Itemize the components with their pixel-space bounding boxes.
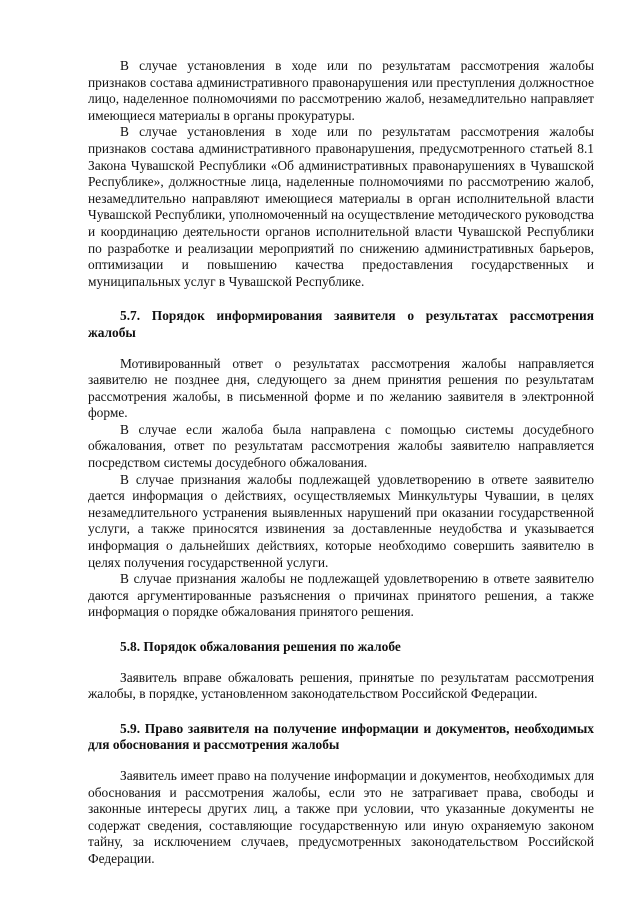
section-heading-5-7: 5.7. Порядок информирования заявителя о результатах рассмотрения жалобы <box>88 308 594 340</box>
paragraph: В случае установления в ходе или по результатам рассмотрения жалобы признаков состава административного правонарушения или преступления должностное лицо, наделенное полномочиями по рассмотрению жалоб, незамедлительно направляет имеющиеся материалы в органы прокуратуры. <box>88 58 594 123</box>
paragraph: В случае признания жалобы не подлежащей удовлетворению в ответе заявителю даются аргументированные разъяснения о причинах принятого решения, а также информация о порядке обжалования принятого решения. <box>88 571 594 620</box>
paragraph: В случае признания жалобы подлежащей удовлетворению в ответе заявителю дается информация о действиях, осуществляемых Минкультуры Чувашии, в целях незамедлительного устранения выявленных нарушений при оказании государственной услуги, а также приносятся извинения за доставленные неудобства и указывается информация о дальнейших действиях, которые необходимо совершить заявителю в целях получения государственной услуги. <box>88 471 594 570</box>
document-page <box>88 58 594 868</box>
paragraph: В случае если жалоба была направлена с помощью системы досудебного обжалования, ответ по результатам рассмотрения жалобы заявителю направляется посредством системы досудебного обжалования. <box>88 421 594 471</box>
paragraph: В случае установления в ходе или по результатам рассмотрения жалобы признаков состава административного правонарушения, предусмотренного статьей 8.1 Закона Чувашской Республики «Об административных правонарушениях в Чувашской Республике», должностные лица, наделенные полномочиями по рассмотрению жалоб, незамедлительно направляют имеющиеся материалы в орган исполнительной власти Чувашской Республики, уполномоченный на осуществление методического руководства и координацию деятельности органов исполнительной власти Чувашской Республики по разработке и реализации мероприятий по снижению административных барьеров, оптимизации и повышению качества предоставления государственных и муниципальных услуг в Чувашской Республике. <box>88 124 594 289</box>
paragraph: Мотивированный ответ о результатах рассмотрения жалобы направляется заявителю не позднее дня, следующего за днем принятия решения по результатам рассмотрения жалобы, в письменной форме и по желанию заявителя в электронной форме. <box>88 355 594 421</box>
paragraph: Заявитель имеет право на получение информации и документов, необходимых для обоснования и рассмотрения жалобы, если это не затрагивает права, свободы и законные интересы других лиц, а также при условии, что указанные документы не содержат сведения, составляющие государственную или иную охраняемую законом тайну, за исключением случаев, предусмотренных законодательством Российской Федерации. <box>88 767 594 866</box>
section-heading-5-9: 5.9. Право заявителя на получение информации и документов, необходимых для обоснования и рассмотрения жалобы <box>88 720 594 753</box>
section-heading-5-8: 5.8. Порядок обжалования решения по жалобе <box>120 639 401 654</box>
paragraph: Заявитель вправе обжаловать решения, принятые по результатам рассмотрения жалобы, в порядке, установленном законодательством Российской Федерации. <box>88 669 594 702</box>
